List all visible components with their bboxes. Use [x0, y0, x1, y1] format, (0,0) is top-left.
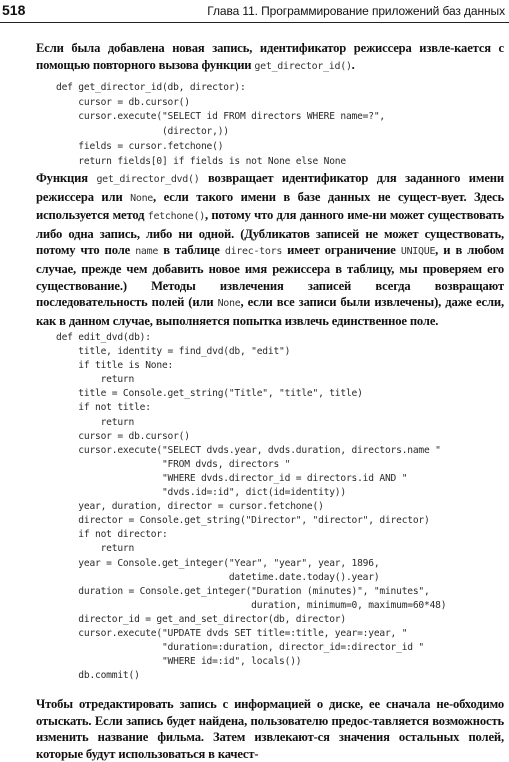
text: Функция	[36, 171, 97, 185]
paragraph-intro	[36, 40, 504, 75]
inline-code: name	[135, 246, 159, 258]
text: в таблице	[158, 243, 225, 258]
inline-code: get_director_id()	[254, 60, 352, 72]
inline-code: None	[130, 192, 154, 204]
code-block-get-director-id: def get_director_id(db, director): cursor = db.cursor() cursor.execute("SELECT id FROM directors WHERE name=?", (director,)) fields = cursor.fetchone() return fields[0] if fields is not None else None	[56, 82, 385, 167]
paragraph-explanation	[36, 170, 504, 329]
text: , если такого имени в базе данных не сущест-вует. Здесь используется метод	[36, 189, 504, 223]
inline-code: fetchone()	[147, 211, 205, 223]
text: Если была добавлена новая запись, идентификатор режиссера извле-кается с помощью повторного вызова функции	[36, 41, 504, 72]
text: имеет ограничение	[282, 243, 401, 258]
text: , и в любом случае, прежде чем добавить новое имя режиссера в таблицу, мы проверяем его существование.) Методы извлечения записей всегда возвращают последовательность полей (или	[36, 243, 504, 310]
inline-code: direc-tors	[224, 246, 283, 258]
text: , если все записи были извлечены), даже если, как в данном случае, выполняется попытка извлечь единственное поле.	[36, 295, 505, 328]
text: .	[351, 57, 355, 72]
page-number: 518	[2, 2, 26, 18]
inline-code: None	[217, 298, 241, 310]
inline-code: UNIQUE	[400, 246, 436, 258]
inline-code: get_director_dvd()	[96, 174, 200, 185]
code-block-edit-dvd: def edit_dvd(db): title, identity = find_dvd(db, "edit") if title is None: return title = Console.get_string("Title", "title", title) if not title: return cursor = db.cursor() cursor.execute("SELECT dvds.year, dvds.duration, directors.name " "FROM dvds, directors " "WHERE dvds.director_id = directors.id AND " "dvds.id=:id", dict(id=identity)) year, duration, director = cursor.fetchone() director = Console.get_string("Director", "director", director) if not director: return year = Console.get_integer("Year", "year", year, 1896, datetime.date.today().year) duration = Console.get_integer("Duration (minutes)", "minutes", duration, minimum=0, maximum=60*48) director_id = get_and_set_director(db, director) cursor.execute("UPDATE dvds SET title=:title, year=:year, " "duration=:duration, director_id=:director_id " "WHERE id=:id", locals()) db.commit()	[56, 332, 447, 682]
paragraph-edit-description	[36, 696, 504, 762]
page-header	[0, 0, 509, 23]
text: возвращает идентификатор для заданного имени режиссера или	[36, 171, 504, 204]
text: , потому что для данного име-ни может существовать либо одна запись, либо ни одной. (Дубликатов записей не может существовать, потому что поле	[36, 208, 504, 258]
chapter-title: Глава 11. Программирование приложений баз данных	[207, 4, 505, 18]
text: Чтобы отредактировать запись с информацией о диске, ее сначала не-обходимо отыскать. Если запись будет найдена, пользователю предос-тавляется возможность изменить название фильма. Затем извлекают-ся значения остальных полей, которые будут использоваться в качест-	[36, 697, 504, 761]
